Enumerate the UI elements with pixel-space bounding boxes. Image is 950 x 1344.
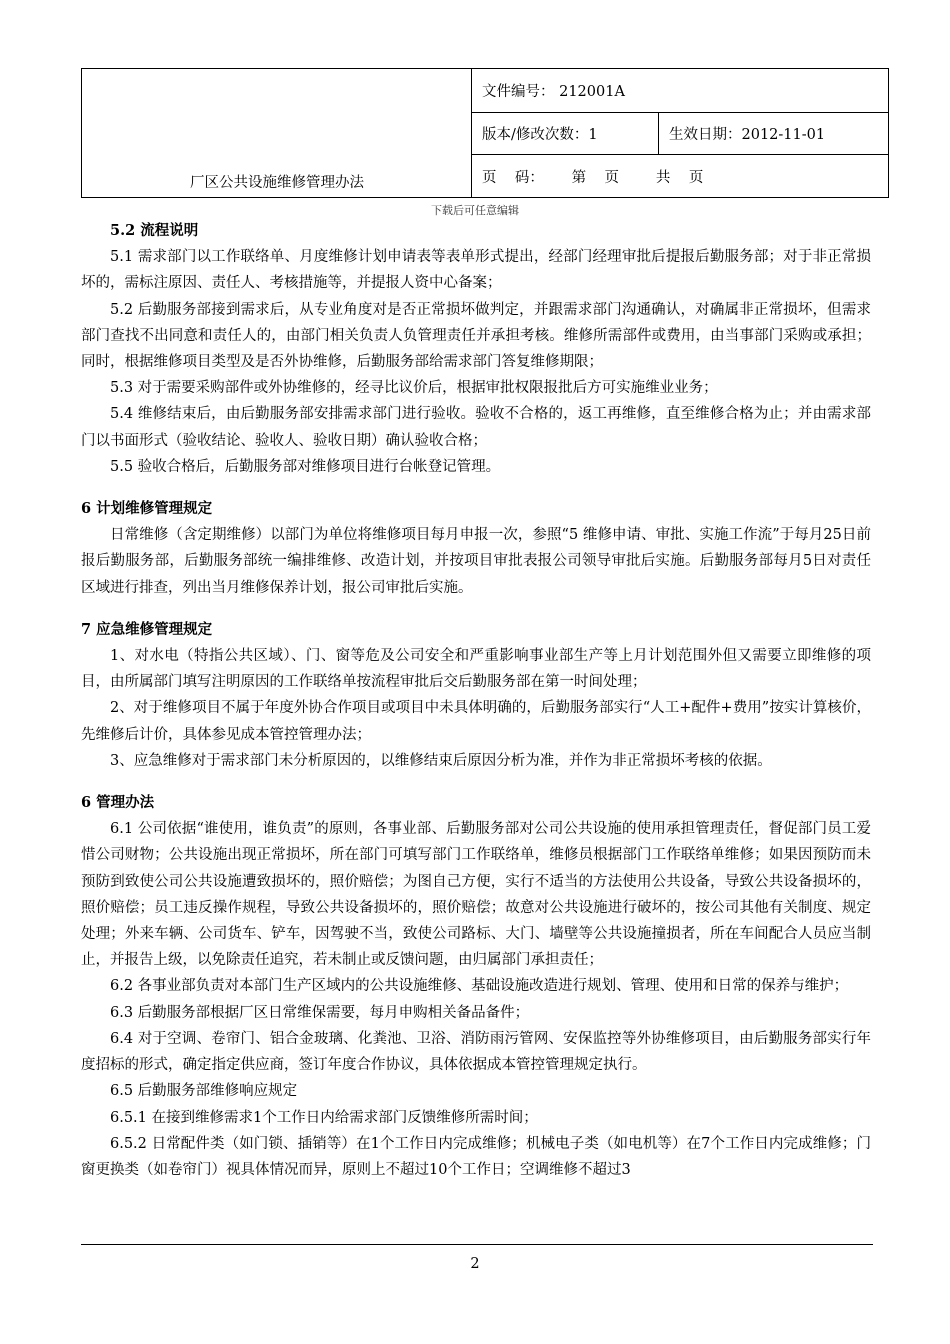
body-paragraph: 日常维修（含定期维修）以部门为单位将维修项目每月申报一次，参照“5 维修申请、审批、实施工作流”于每月25日前报后勤服务部，后勤服务部统一编排维修、改造计划，并按项目审批表报公司领导审批后实施。后勤服务部每月5日对责任区域进行排查，列出当月维修保养计划，报公司审批后实施。 [81, 527, 871, 596]
body-paragraph: 3、应急维修对于需求部门未分析原因的，以维修结束后原因分析为准，并作为非正常损坏考核的依据。 [110, 752, 772, 769]
section-gap [81, 601, 871, 617]
watermark-text: 下载后可任意编辑 [431, 204, 519, 217]
document-body [81, 218, 871, 1183]
section-heading: 5.2 流程说明 [110, 222, 199, 239]
file-number: 文件编号： 212001A [482, 84, 625, 100]
body-paragraph: 6.2 各事业部负责对本部门生产区域内的公共设施维修、基础设施改造进行规划、管理、使用和日常的保养与维护； [110, 978, 849, 995]
body-paragraph: 6.5.1 在接到维修需求1个工作日内给需求部门反馈维修所需时间； [110, 1109, 538, 1126]
body-paragraph: 6.5.2 日常配件类（如门锁、插销等）在1个工作日内完成维修；机械电子类（如电机等）在7个工作日内完成维修；门窗更换类（如卷帘门）视具体情况而异，原则上不超过10个工作日；空调维修不超过3 [81, 1135, 871, 1178]
section-gap [81, 774, 871, 790]
page-number: 2 [470, 1256, 480, 1272]
body-paragraph: 5.1 需求部门以工作联络单、月度维修计划申请表等表单形式提出，经部门经理审批后提报后勤服务部；对于非正常损坏的，需标注原因、责任人、考核措施等，并提报人资中心备案； [81, 249, 871, 292]
document-title: 厂区公共设施维修管理办法 [190, 175, 364, 191]
header-row-page [472, 155, 888, 197]
body-paragraph: 6.4 对于空调、卷帘门、铝合金玻璃、化粪池、卫浴、消防雨污管网、安保监控等外协维修项目，由后勤服务部实行年度招标的形式，确定指定供应商，签订年度合作协议，具体依据成本管控管理规定执行。 [81, 1030, 871, 1074]
body-paragraph: 5.2 后勤服务部接到需求后，从专业角度对是否正常损坏做判定，并跟需求部门沟通确认，对确属非正常损坏，但需求部门查找不出同意和责任人的，由部门相关负责人负管理责任并承担考核。维修所需部件或费用，由当事部门采购或承担；同时，根据维修项目类型及是否外协维修，后勤服务部给需求部门答复维修期限； [81, 301, 871, 371]
header-row-file-no [472, 69, 888, 113]
effective-date: 生效日期：2012-11-01 [658, 113, 888, 154]
header-row-version [472, 113, 888, 155]
body-paragraph: 5.4 维修结束后，由后勤服务部安排需求部门进行验收。验收不合格的，返工再维修，直至维修合格为止；并由需求部门以书面形式（验收结论、验收人、验收日期）确认验收合格； [81, 406, 871, 449]
body-paragraph: 6.3 后勤服务部根据厂区日常维保需要，每月申购相关备品备件； [110, 1004, 530, 1021]
body-paragraph: 5.3 对于需要采购部件或外协维修的，经寻比议价后，根据审批权限报批后方可实施维业业务； [110, 380, 718, 397]
body-paragraph: 6.1 公司依据“谁使用，谁负责”的原则，各事业部、后勤服务部对公司公共设施的使用承担管理责任，督促部门员工爱惜公司财物；公共设施出现正常损坏，所在部门可填写部门工作联络单，维修员根据部门工作联络单维修；如果因预防而未预防到致使公司公共设施遭致损坏的，照价赔偿；为图自己方便，实行不适当的方法使用公共设备，导致公共设备损坏的，照价赔偿；员工违反操作规程，导致公共设备损坏的，照价赔偿；故意对公共设施进行破坏的，按公司其他有关制度、规定处理；外来车辆、公司货车、铲车，因驾驶不当，致使公司路标、大门、墙壁等公共设施撞损者，所在车间配合人员应当制止，并报告上级，以免除责任追究，若未制止或反馈问题，由归属部门承担责任； [81, 821, 871, 969]
body-paragraph: 5.5 验收合格后，后勤服务部对维修项目进行台帐登记管理。 [110, 458, 501, 475]
footer-divider [81, 1244, 873, 1245]
body-paragraph: 1、对水电（特指公共区域）、门、窗等危及公司安全和严重影响事业部生产等上月计划范围外但又需要立即维修的项目，由所属部门填写注明原因的工作联络单按流程审批后交后勤服务部在第一时间处理； [81, 648, 871, 691]
section-heading: 7 应急维修管理规定 [81, 620, 213, 638]
page-info: 页 码： 第 页 共 页 [482, 169, 704, 186]
header-title-cell [82, 69, 472, 197]
version-number: 版本/修改次数：1 [482, 127, 598, 143]
section-gap [81, 480, 871, 496]
document-header-table [81, 68, 889, 198]
section-heading: 6 管理办法 [81, 794, 155, 812]
section-heading: 6 计划维修管理规定 [81, 500, 213, 518]
body-paragraph: 2、对于维修项目不属于年度外协合作项目或项目中未具体明确的，后勤服务部实行“人工+配件+费用”按实计算核价，先维修后计价，具体参见成本管控管理办法； [81, 700, 871, 743]
body-paragraph: 6.5 后勤服务部维修响应规定 [110, 1083, 298, 1100]
